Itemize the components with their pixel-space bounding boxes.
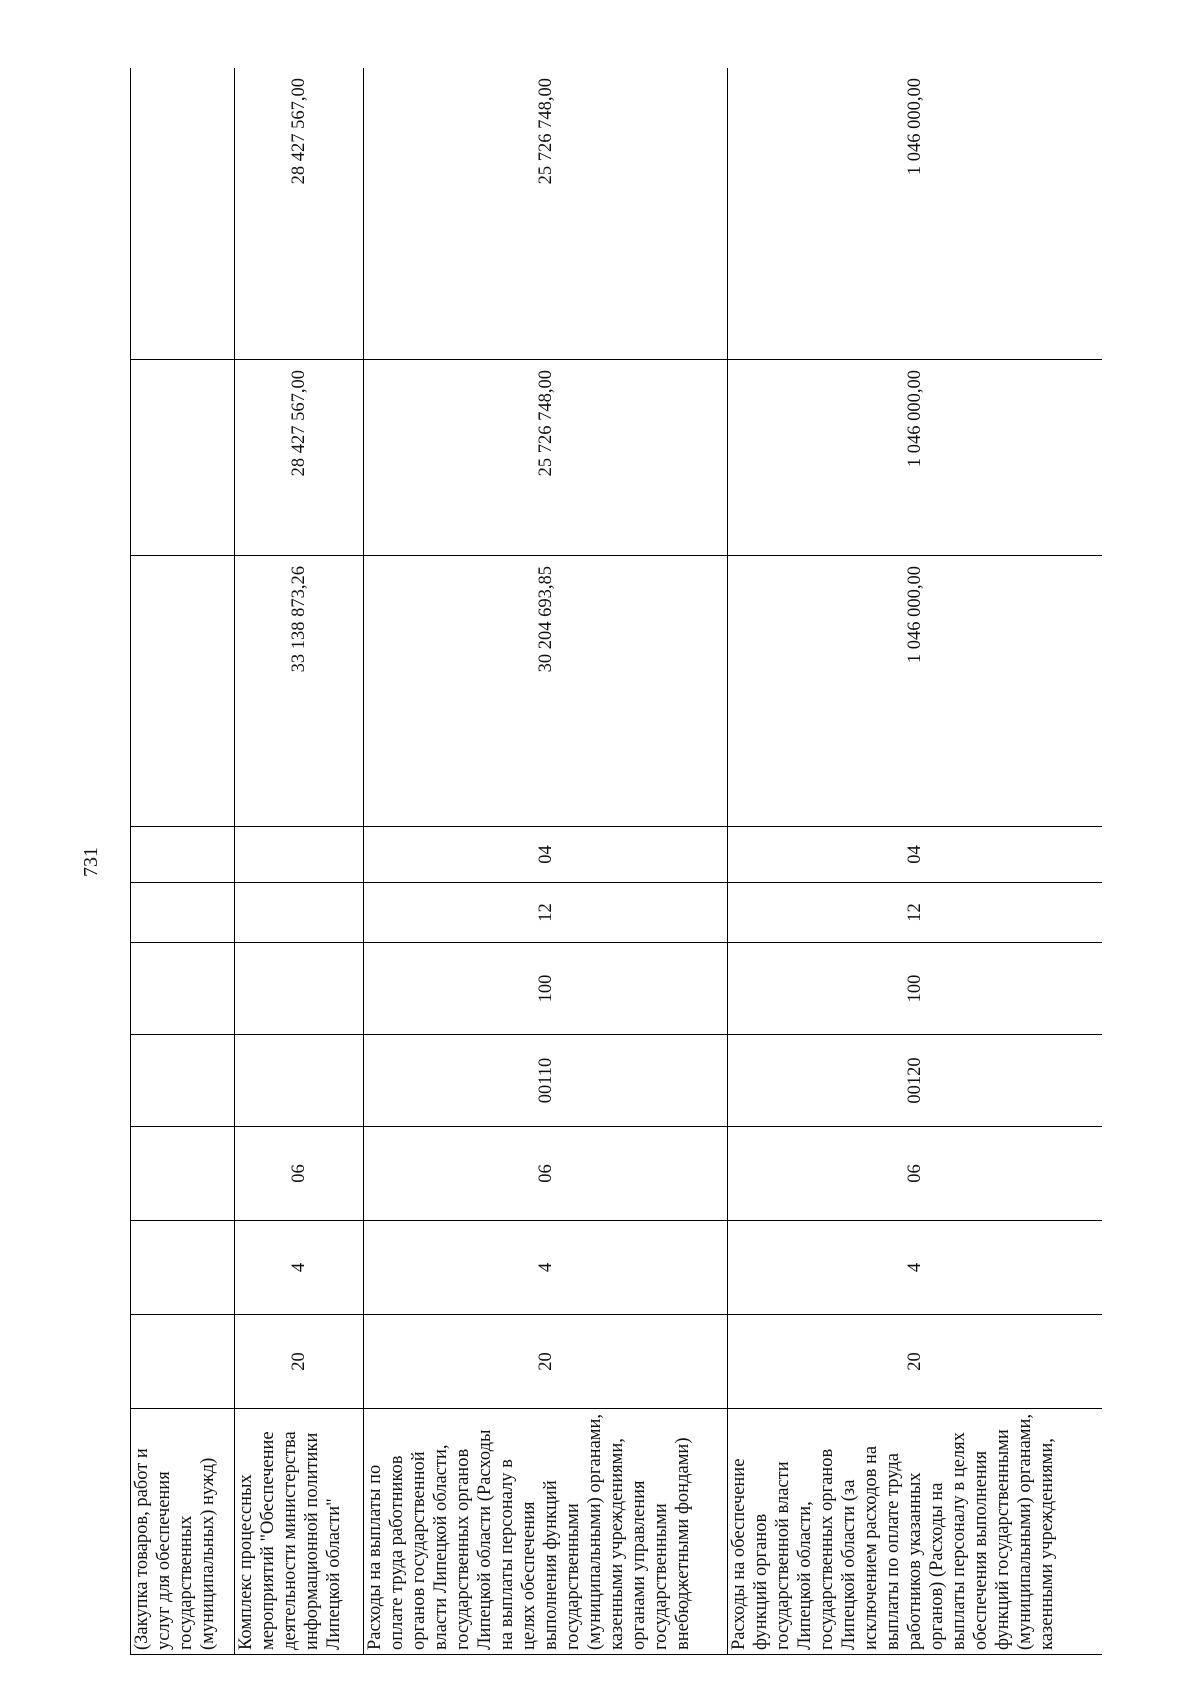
- amount-cell: 28 427 567,00: [235, 360, 364, 556]
- table-row: [728, 68, 1103, 1655]
- code-cell: [131, 1315, 235, 1409]
- code-cell: 4: [235, 1221, 364, 1315]
- code-cell: [235, 943, 364, 1035]
- code-cell: [235, 1035, 364, 1127]
- amount-cell: 1 046 000,00: [728, 360, 1103, 556]
- code-cell: 20: [364, 1315, 728, 1409]
- amount-cell: 1 046 000,00: [728, 556, 1103, 827]
- code-cell: 06: [728, 1127, 1103, 1221]
- table-row: [131, 68, 235, 1655]
- code-cell: [131, 883, 235, 943]
- code-cell: 100: [728, 943, 1103, 1035]
- table-row: [235, 68, 364, 1655]
- amount-cell: 33 138 873,26: [235, 556, 364, 827]
- amount-cell: [131, 556, 235, 827]
- row-name-cell: Комплекс процессных мероприятий "Обеспечение деятельности министерства информационной политики Липецкой области": [235, 1409, 364, 1655]
- amount-cell: 1 046 000,00: [728, 68, 1103, 360]
- code-cell: 20: [728, 1315, 1103, 1409]
- code-cell: 04: [364, 827, 728, 883]
- amount-cell: 25 726 748,00: [364, 360, 728, 556]
- row-name-cell: (Закупка товаров, работ и услуг для обеспечения государственных (муниципальных) нужд): [131, 1409, 235, 1655]
- code-cell: [131, 827, 235, 883]
- code-cell: [235, 827, 364, 883]
- code-cell: [235, 883, 364, 943]
- code-cell: [131, 1127, 235, 1221]
- amount-cell: 30 204 693,85: [364, 556, 728, 827]
- rotated-table-frame: [130, 68, 1102, 1655]
- code-cell: [131, 1035, 235, 1127]
- code-cell: 12: [728, 883, 1103, 943]
- code-cell: 20: [235, 1315, 364, 1409]
- code-cell: 06: [235, 1127, 364, 1221]
- code-cell: [131, 943, 235, 1035]
- code-cell: 100: [364, 943, 728, 1035]
- row-name-cell: Расходы на выплаты по оплате труда работников органов государственной власти Липецкой области, государственных органов Липецкой области (Расходы на выплаты персоналу в целях обеспечения выполнения функций государственными (муниципальными) органами, казенными учреждениями, органами управления государственными внебюджетными фондами): [364, 1409, 728, 1655]
- code-cell: 00110: [364, 1035, 728, 1127]
- amount-cell: [131, 360, 235, 556]
- budget-table: [130, 68, 1102, 1655]
- code-cell: 00120: [728, 1035, 1103, 1127]
- amount-cell: 28 427 567,00: [235, 68, 364, 360]
- code-cell: 06: [364, 1127, 728, 1221]
- table-row: [364, 68, 728, 1655]
- amount-cell: 25 726 748,00: [364, 68, 728, 360]
- code-cell: 4: [728, 1221, 1103, 1315]
- amount-cell: [131, 68, 235, 360]
- budget-table-container: [130, 68, 1102, 1655]
- code-cell: 04: [728, 827, 1103, 883]
- row-name-cell: Расходы на обеспечение функций органов государственной власти Липецкой области, государственных органов Липецкой области (за исключением расходов на выплаты по оплате труда работников указанных органов) (Расходы на выплаты персоналу в целях обеспечения выполнения функций государственными (муниципальными) органами, казенными учреждениями,: [728, 1409, 1103, 1655]
- page-number: 731: [80, 847, 102, 877]
- code-cell: 12: [364, 883, 728, 943]
- code-cell: [131, 1221, 235, 1315]
- code-cell: 4: [364, 1221, 728, 1315]
